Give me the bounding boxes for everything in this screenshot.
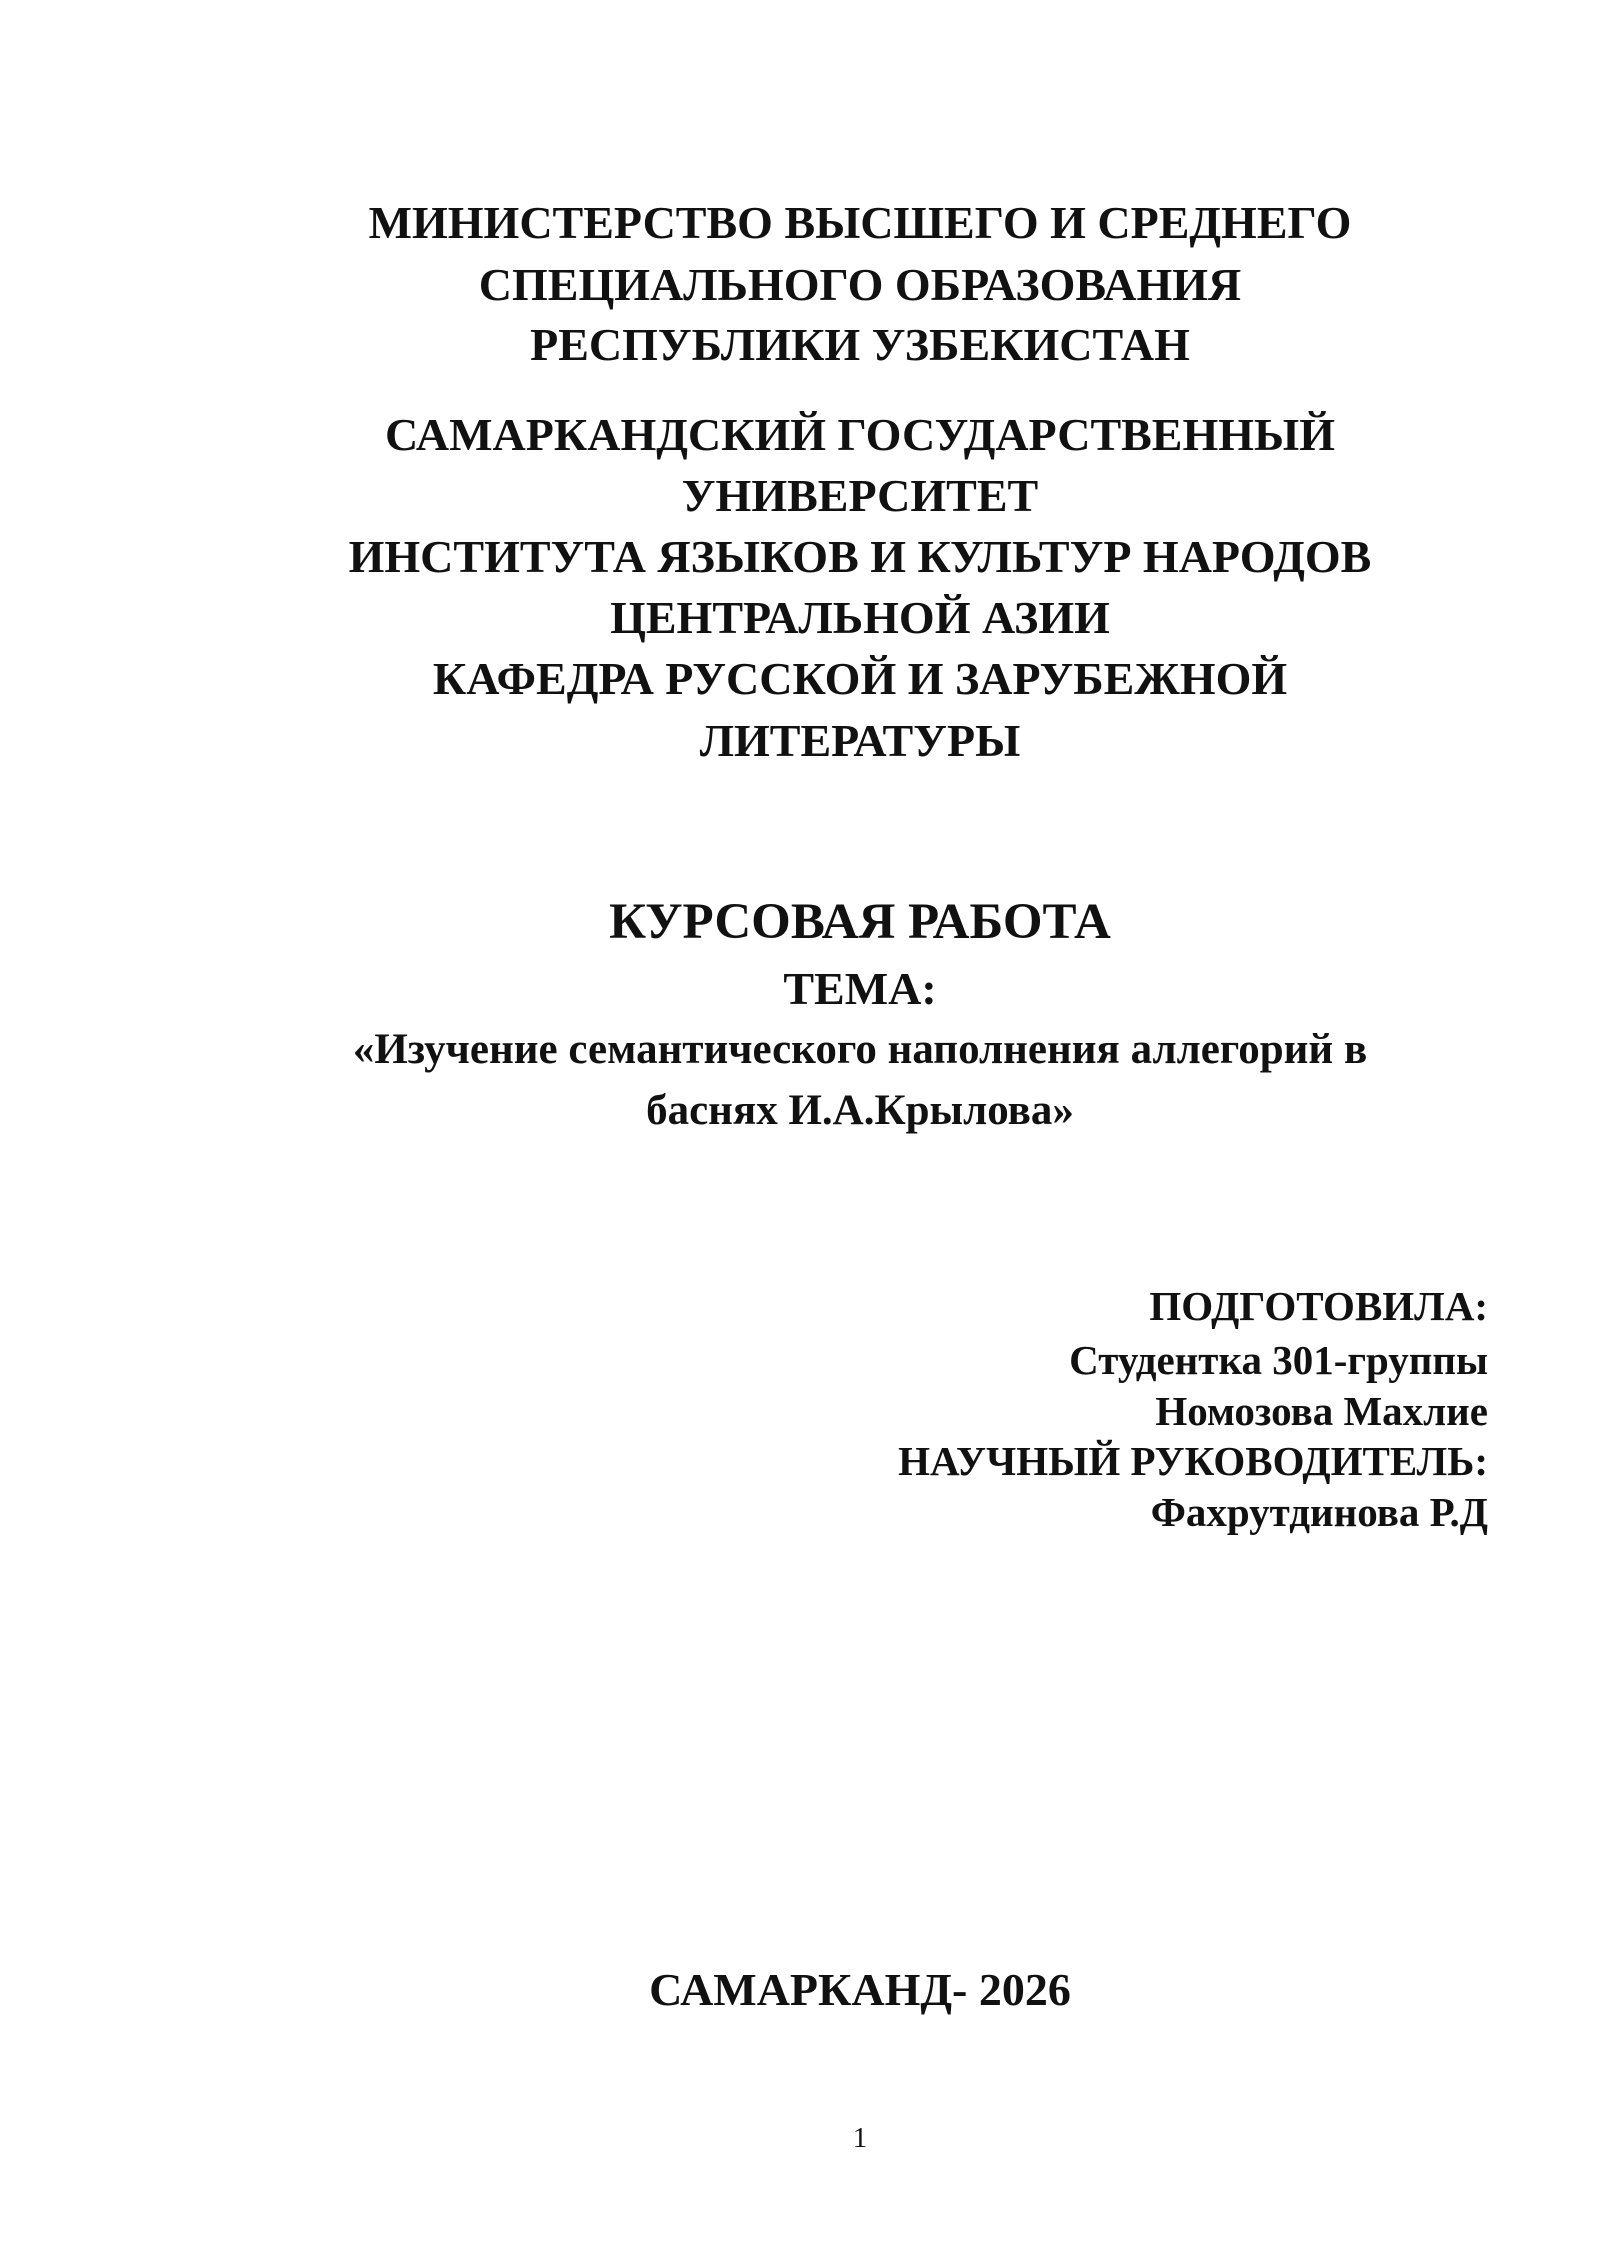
university-line-1: САМАРКАНДСКИЙ ГОСУДАРСТВЕННЫЙ (384, 409, 1335, 460)
department-line-1: КАФЕДРА РУССКОЙ И ЗАРУБЕЖНОЙ (432, 653, 1288, 704)
ministry-line-2: СПЕЦИАЛЬНОГО ОБРАЗОВАНИЯ (478, 259, 1242, 310)
supervisor-label: НАУЧНЫЙ РУКОВОДИТЕЛЬ: (898, 1438, 1488, 1484)
ministry-line-1: МИНИСТЕРСТВО ВЫСШЕГО И СРЕДНЕГО (368, 197, 1352, 248)
department-line-2: ЛИТЕРАТУРЫ (699, 715, 1021, 766)
work-type-title: КУРСОВАЯ РАБОТА (609, 894, 1111, 950)
topic-line-1: «Изучение семантического наполнения аллегорий в (352, 1026, 1368, 1073)
city-year: САМАРКАНД- 2026 (649, 1964, 1071, 2015)
ministry-line-3: РЕСПУБЛИКИ УЗБЕКИСТАН (530, 319, 1190, 370)
student-group: Студентка 301-группы (1069, 1337, 1488, 1383)
prepared-by-label: ПОДГОТОВИЛА: (1149, 1283, 1488, 1329)
supervisor-name: Фахрутдинова Р.Д (1150, 1489, 1488, 1535)
topic-label: ТЕМА: (783, 963, 937, 1014)
page-number: 1 (852, 2122, 868, 2154)
institute-line-1: ИНСТИТУТА ЯЗЫКОВ И КУЛЬТУР НАРОДОВ (348, 531, 1372, 582)
institute-line-2: ЦЕНТРАЛЬНОЙ АЗИИ (610, 592, 1110, 643)
student-name: Номозова Махлие (1155, 1388, 1488, 1434)
university-line-2: УНИВЕРСИТЕТ (681, 470, 1039, 521)
topic-line-2: баснях И.А.Крылова» (646, 1087, 1074, 1134)
